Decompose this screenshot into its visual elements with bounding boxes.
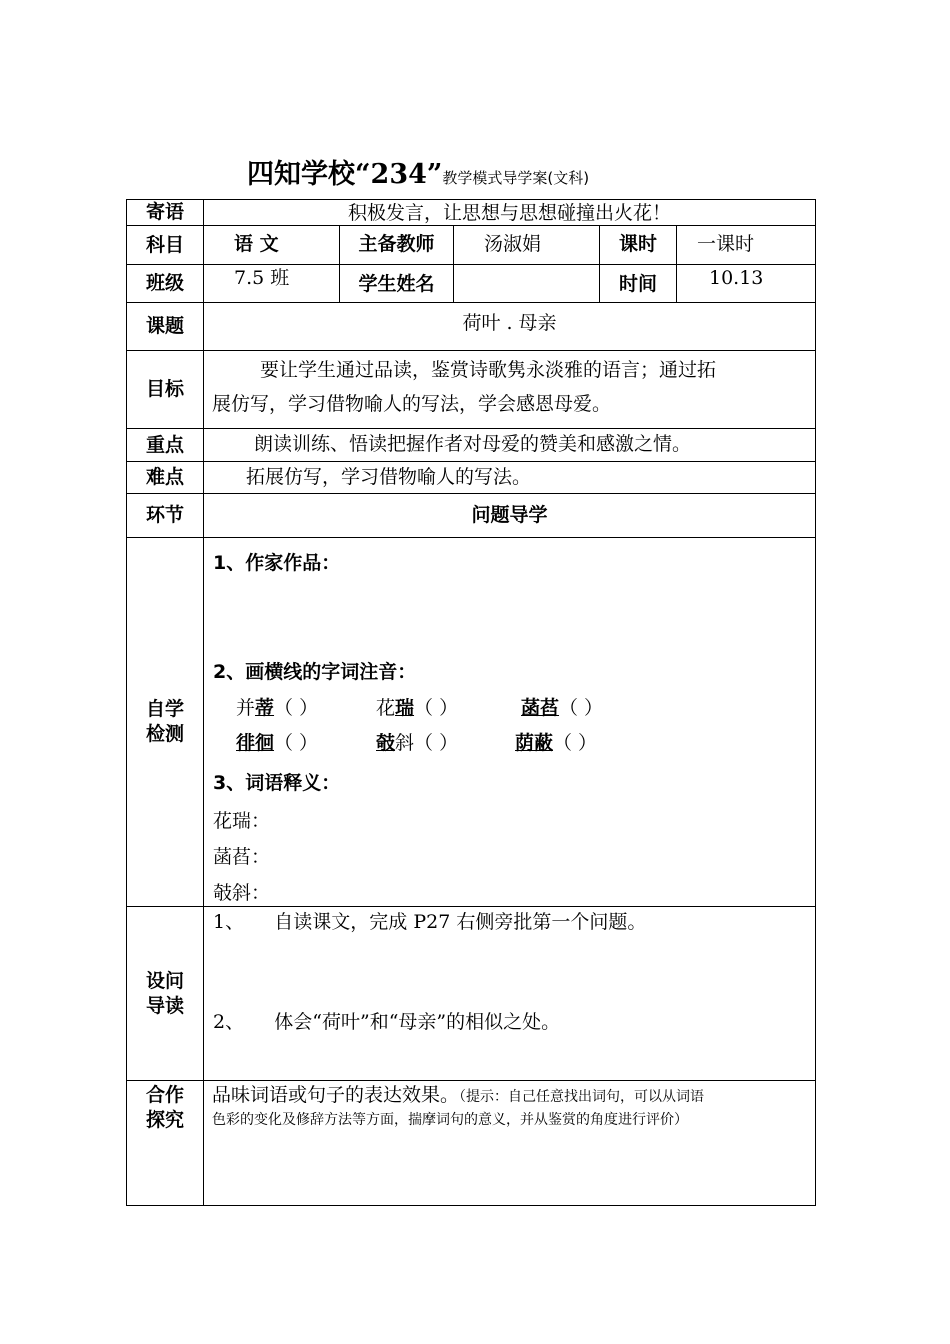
label-banji: 班级 — [127, 265, 204, 302]
blank-1[interactable]: （ ） — [274, 697, 319, 719]
value-keti: 荷叶 . 母亲 — [462, 312, 557, 334]
content-shewen — [204, 907, 815, 1080]
row-banji — [127, 265, 815, 303]
label-zixue-2: 检测 — [145, 723, 184, 745]
label-zixue — [127, 538, 204, 906]
row-keti — [127, 303, 815, 351]
mubiao-line-1: 要让学生通过品读，鉴赏诗歌隽永淡雅的语言；通过拓 — [260, 359, 717, 381]
row-mubiao — [127, 351, 815, 429]
blank-2[interactable]: （ ） — [414, 697, 459, 719]
title-main: 四知学校“234” — [247, 159, 443, 190]
hezuo-line-1 — [212, 1083, 807, 1109]
value-teacher: 汤淑娟 — [454, 226, 600, 264]
value-kemu: 语 文 — [204, 226, 340, 264]
label-mubiao: 目标 — [127, 351, 204, 428]
hezuo-main: 品味词语或句子的表达效果。 — [212, 1084, 460, 1106]
row-nandian — [127, 462, 815, 494]
label-nandian: 难点 — [127, 462, 204, 493]
label-teacher: 主备教师 — [340, 226, 454, 264]
value-time: 10.13 — [709, 267, 764, 289]
label-hezuo-text — [127, 1081, 203, 1133]
row-kemu — [127, 226, 815, 265]
pinyin-item-3 — [521, 693, 603, 720]
value-mubiao — [204, 351, 815, 428]
title-sub: 教学模式导学案(文科) — [442, 169, 590, 187]
label-shewen-2: 导读 — [145, 994, 184, 1017]
row-huanjie — [127, 494, 815, 538]
label-kemu: 科目 — [127, 226, 204, 264]
hezuo-hint-1: （提示：自己任意找出词句，可以从词语 — [459, 1089, 705, 1105]
pinyin-item-5 — [376, 728, 458, 755]
row-zhongdian — [127, 429, 815, 462]
word-hua: 花 — [376, 697, 396, 719]
label-keti: 课题 — [127, 303, 204, 350]
word-rui: 瑞 — [395, 697, 415, 719]
pinyin-item-4 — [236, 728, 318, 755]
word-handan: 菡萏 — [521, 697, 560, 719]
pinyin-item-6 — [515, 728, 597, 755]
document-title — [247, 152, 589, 191]
value-banji: 7.5 班 — [204, 265, 340, 302]
label-student: 学生姓名 — [340, 265, 454, 302]
pinyin-item-2 — [376, 693, 458, 720]
row-zixue — [127, 538, 815, 907]
value-zhongdian: 朗读训练、悟读把握作者对母爱的赞美和感激之情。 — [254, 433, 692, 455]
row-hezuo — [127, 1081, 815, 1205]
blank-3[interactable]: （ ） — [559, 697, 604, 719]
content-zixue — [204, 538, 815, 906]
label-zhongdian: 重点 — [127, 429, 204, 461]
value-keshi: 一课时 — [697, 233, 755, 255]
label-hezuo-1: 合作 — [145, 1084, 184, 1106]
lesson-plan-table — [126, 199, 816, 1206]
definition-handan: 菡萏： — [213, 846, 271, 868]
word-xie: 斜 — [395, 732, 415, 754]
label-shewen — [127, 907, 204, 1080]
definition-qixie: 攲斜： — [213, 882, 271, 904]
content-hezuo — [204, 1081, 815, 1205]
label-jiyu: 寄语 — [127, 200, 204, 225]
value-jiyu: 积极发言，让思想与思想碰撞出火花！ — [347, 202, 671, 224]
label-hezuo — [127, 1081, 204, 1205]
hezuo-hint-2: 色彩的变化及修辞方法等方面，揣摩词句的意义，并从鉴赏的角度进行评价） — [212, 1112, 688, 1128]
label-huanjie: 环节 — [127, 494, 204, 537]
label-time: 时间 — [600, 265, 677, 302]
word-yinbi: 荫蔽 — [515, 732, 554, 754]
label-keshi: 课时 — [600, 226, 677, 264]
value-nandian: 拓展仿写，学习借物喻人的写法。 — [246, 466, 532, 488]
mubiao-line-2: 展仿写，学习借物喻人的写法，学会感恩母爱。 — [212, 393, 612, 415]
value-huanjie: 问题导学 — [471, 504, 548, 526]
guide-question-2: 2、 体会“荷叶”和“母亲”的相似之处。 — [213, 1011, 561, 1033]
blank-4[interactable]: （ ） — [274, 732, 319, 754]
question-2: 2、画横线的字词注音： — [213, 661, 417, 683]
label-hezuo-2: 探究 — [145, 1109, 184, 1131]
word-di: 蒂 — [255, 697, 275, 719]
row-shewen — [127, 907, 815, 1081]
label-zixue-1: 自学 — [145, 698, 184, 720]
word-bing: 并 — [236, 697, 256, 719]
label-shewen-1: 设问 — [145, 969, 184, 992]
row-jiyu — [127, 200, 815, 226]
guide-question-1: 1、 自读课文，完成 P27 右侧旁批第一个问题。 — [213, 911, 647, 933]
value-student[interactable] — [454, 265, 600, 302]
pinyin-item-1 — [236, 693, 318, 720]
question-1: 1、作家作品： — [213, 552, 341, 574]
blank-5[interactable]: （ ） — [414, 732, 459, 754]
definition-huarui: 花瑞： — [213, 810, 271, 832]
word-qi: 攲 — [376, 732, 396, 754]
question-3: 3、词语释义： — [213, 772, 341, 794]
blank-6[interactable]: （ ） — [553, 732, 598, 754]
word-paihuai: 徘徊 — [236, 732, 275, 754]
